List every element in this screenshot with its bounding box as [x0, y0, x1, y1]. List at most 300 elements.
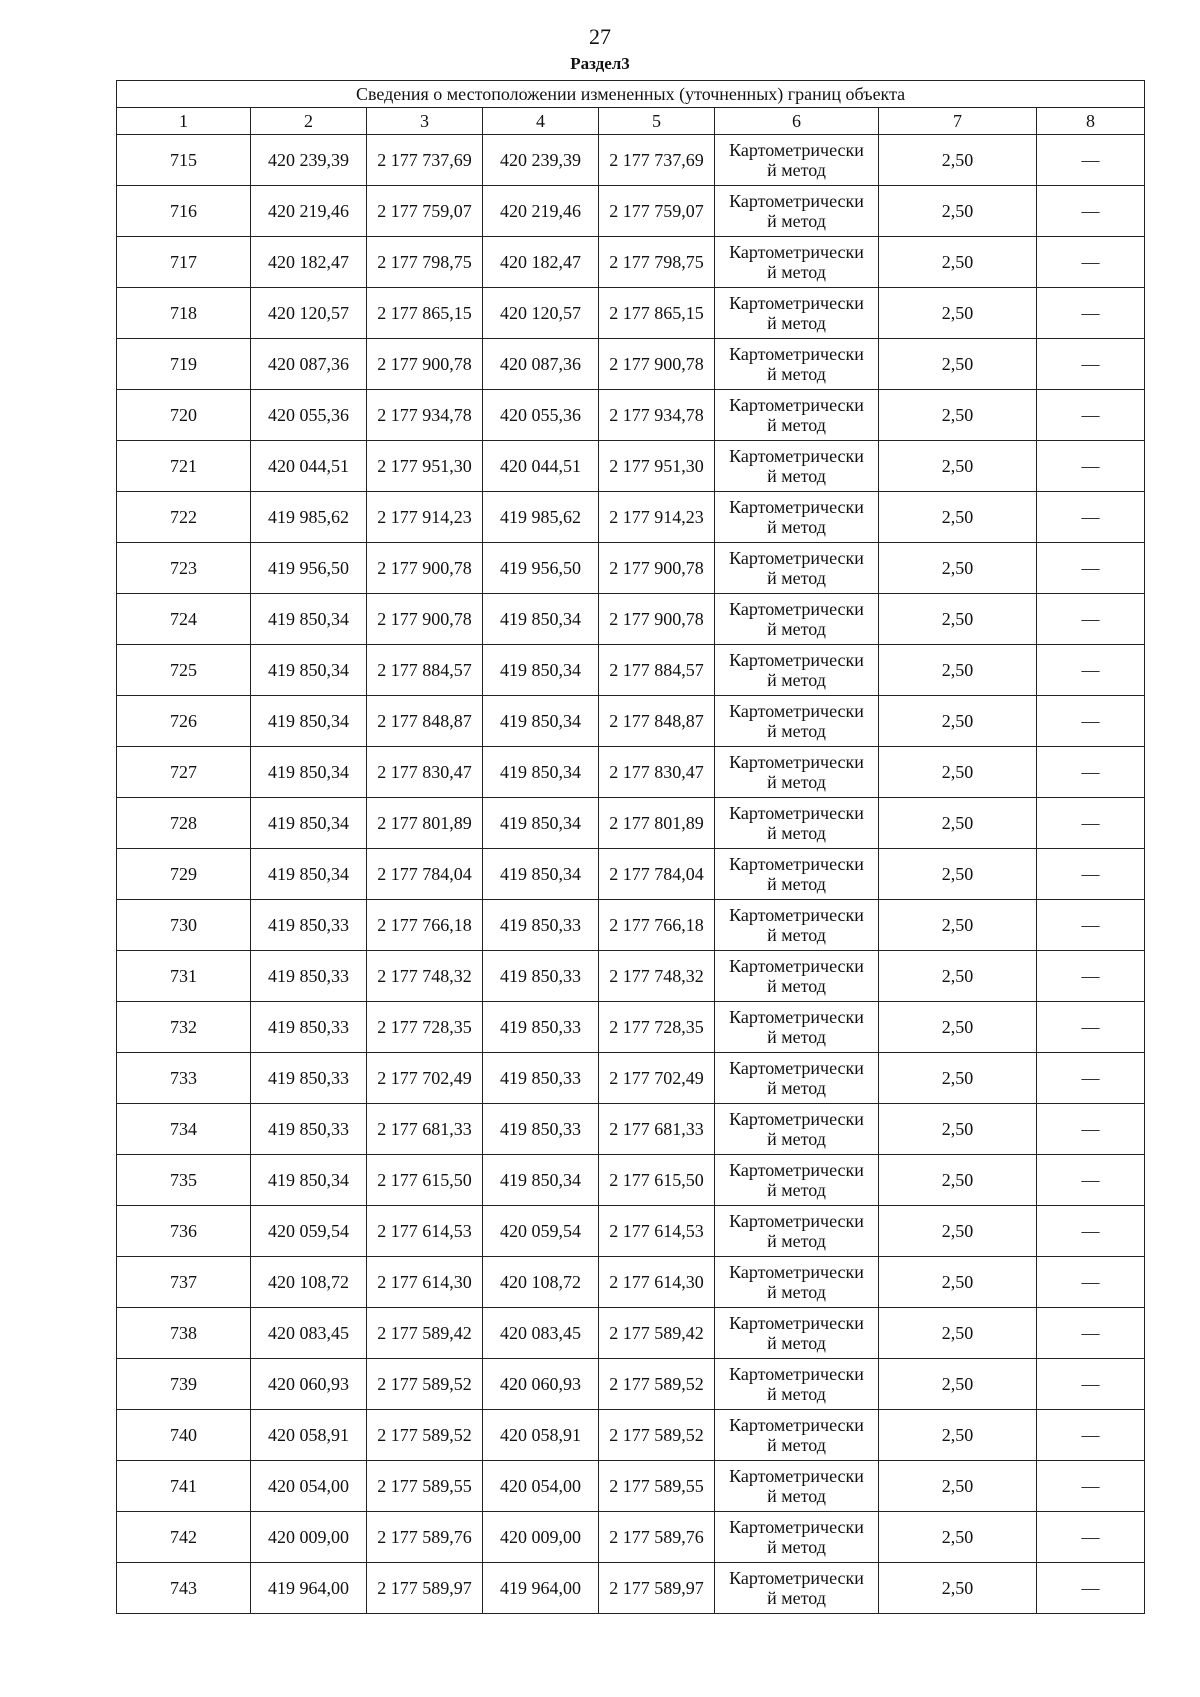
- y-refined-cell: 2 177 798,75: [599, 237, 715, 288]
- x-refined-cell: 419 850,33: [483, 1002, 599, 1053]
- table-body: [117, 135, 1145, 1614]
- point-number-cell: 739: [117, 1359, 251, 1410]
- y-existing-cell: 2 177 798,75: [367, 237, 483, 288]
- description-cell: —: [1037, 1257, 1145, 1308]
- method-cell: [715, 1410, 879, 1461]
- table-row: [117, 288, 1145, 339]
- accuracy-cell: 2,50: [879, 1257, 1037, 1308]
- method-line: й метод: [767, 823, 826, 843]
- table-row: [117, 900, 1145, 951]
- description-cell: —: [1037, 186, 1145, 237]
- accuracy-cell: 2,50: [879, 339, 1037, 390]
- description-cell: —: [1037, 798, 1145, 849]
- method-line: й метод: [767, 1333, 826, 1353]
- y-refined-cell: 2 177 801,89: [599, 798, 715, 849]
- x-existing-cell: 420 219,46: [251, 186, 367, 237]
- method-cell: [715, 951, 879, 1002]
- method-cell: [715, 237, 879, 288]
- x-existing-cell: 419 850,33: [251, 1104, 367, 1155]
- description-cell: —: [1037, 951, 1145, 1002]
- column-number: 3: [367, 108, 483, 135]
- x-refined-cell: 420 120,57: [483, 288, 599, 339]
- method-cell: [715, 288, 879, 339]
- method-line: Картометрически: [729, 140, 864, 160]
- column-number: 6: [715, 108, 879, 135]
- description-cell: —: [1037, 492, 1145, 543]
- point-number-cell: 723: [117, 543, 251, 594]
- y-existing-cell: 2 177 589,52: [367, 1410, 483, 1461]
- accuracy-cell: 2,50: [879, 543, 1037, 594]
- method-cell: [715, 798, 879, 849]
- description-cell: —: [1037, 339, 1145, 390]
- point-number-cell: 731: [117, 951, 251, 1002]
- point-number-cell: 728: [117, 798, 251, 849]
- y-existing-cell: 2 177 614,30: [367, 1257, 483, 1308]
- method-line: й метод: [767, 925, 826, 945]
- y-refined-cell: 2 177 900,78: [599, 594, 715, 645]
- table-row: [117, 747, 1145, 798]
- point-number-cell: 716: [117, 186, 251, 237]
- table-row: [117, 1104, 1145, 1155]
- description-cell: —: [1037, 1104, 1145, 1155]
- method-line: й метод: [767, 1027, 826, 1047]
- table-row: [117, 1002, 1145, 1053]
- method-line: й метод: [767, 976, 826, 996]
- x-existing-cell: 419 850,33: [251, 900, 367, 951]
- y-refined-cell: 2 177 702,49: [599, 1053, 715, 1104]
- y-existing-cell: 2 177 589,52: [367, 1359, 483, 1410]
- method-line: й метод: [767, 1435, 826, 1455]
- column-number: 1: [117, 108, 251, 135]
- y-existing-cell: 2 177 589,76: [367, 1512, 483, 1563]
- x-refined-cell: 419 850,34: [483, 645, 599, 696]
- method-line: Картометрически: [729, 599, 864, 619]
- description-cell: —: [1037, 441, 1145, 492]
- method-cell: [715, 849, 879, 900]
- method-line: Картометрически: [729, 1568, 864, 1588]
- y-refined-cell: 2 177 759,07: [599, 186, 715, 237]
- method-cell: [715, 1206, 879, 1257]
- table-row: [117, 492, 1145, 543]
- x-existing-cell: 420 009,00: [251, 1512, 367, 1563]
- method-line: й метод: [767, 517, 826, 537]
- y-existing-cell: 2 177 615,50: [367, 1155, 483, 1206]
- x-refined-cell: 420 044,51: [483, 441, 599, 492]
- x-refined-cell: 420 059,54: [483, 1206, 599, 1257]
- description-cell: —: [1037, 1359, 1145, 1410]
- method-line: Картометрически: [729, 1109, 864, 1129]
- method-line: й метод: [767, 619, 826, 639]
- method-cell: [715, 1053, 879, 1104]
- y-existing-cell: 2 177 865,15: [367, 288, 483, 339]
- y-existing-cell: 2 177 884,57: [367, 645, 483, 696]
- description-cell: —: [1037, 1512, 1145, 1563]
- x-refined-cell: 420 055,36: [483, 390, 599, 441]
- accuracy-cell: 2,50: [879, 135, 1037, 186]
- y-existing-cell: 2 177 589,97: [367, 1563, 483, 1614]
- method-cell: [715, 1155, 879, 1206]
- y-existing-cell: 2 177 848,87: [367, 696, 483, 747]
- method-line: Картометрически: [729, 1466, 864, 1486]
- method-line: й метод: [767, 415, 826, 435]
- x-refined-cell: 419 850,33: [483, 1053, 599, 1104]
- accuracy-cell: 2,50: [879, 237, 1037, 288]
- method-cell: [715, 492, 879, 543]
- y-existing-cell: 2 177 748,32: [367, 951, 483, 1002]
- y-refined-cell: 2 177 615,50: [599, 1155, 715, 1206]
- y-refined-cell: 2 177 589,97: [599, 1563, 715, 1614]
- table-row: [117, 1257, 1145, 1308]
- method-line: Картометрически: [729, 1160, 864, 1180]
- method-cell: [715, 543, 879, 594]
- method-line: Картометрически: [729, 1007, 864, 1027]
- x-refined-cell: 420 219,46: [483, 186, 599, 237]
- method-line: Картометрически: [729, 242, 864, 262]
- x-existing-cell: 419 850,33: [251, 951, 367, 1002]
- point-number-cell: 733: [117, 1053, 251, 1104]
- y-existing-cell: 2 177 589,42: [367, 1308, 483, 1359]
- method-line: й метод: [767, 1180, 826, 1200]
- section-title: Раздел3: [570, 54, 630, 73]
- y-refined-cell: 2 177 865,15: [599, 288, 715, 339]
- table-row: [117, 798, 1145, 849]
- x-existing-cell: 420 120,57: [251, 288, 367, 339]
- point-number-cell: 715: [117, 135, 251, 186]
- method-line: Картометрически: [729, 752, 864, 772]
- method-line: Картометрически: [729, 1313, 864, 1333]
- point-number-cell: 736: [117, 1206, 251, 1257]
- x-existing-cell: 419 964,00: [251, 1563, 367, 1614]
- accuracy-cell: 2,50: [879, 594, 1037, 645]
- y-existing-cell: 2 177 801,89: [367, 798, 483, 849]
- description-cell: —: [1037, 1002, 1145, 1053]
- description-cell: —: [1037, 1155, 1145, 1206]
- y-refined-cell: 2 177 681,33: [599, 1104, 715, 1155]
- description-cell: —: [1037, 594, 1145, 645]
- x-existing-cell: 420 058,91: [251, 1410, 367, 1461]
- method-line: й метод: [767, 1078, 826, 1098]
- description-cell: —: [1037, 747, 1145, 798]
- accuracy-cell: 2,50: [879, 798, 1037, 849]
- accuracy-cell: 2,50: [879, 390, 1037, 441]
- y-refined-cell: 2 177 914,23: [599, 492, 715, 543]
- description-cell: —: [1037, 900, 1145, 951]
- method-line: й метод: [767, 1231, 826, 1251]
- table-row: [117, 849, 1145, 900]
- method-line: Картометрически: [729, 293, 864, 313]
- table-row: [117, 186, 1145, 237]
- y-existing-cell: 2 177 589,55: [367, 1461, 483, 1512]
- point-number-cell: 719: [117, 339, 251, 390]
- y-refined-cell: 2 177 830,47: [599, 747, 715, 798]
- method-line: й метод: [767, 568, 826, 588]
- point-number-cell: 734: [117, 1104, 251, 1155]
- accuracy-cell: 2,50: [879, 1512, 1037, 1563]
- y-existing-cell: 2 177 728,35: [367, 1002, 483, 1053]
- method-line: Картометрически: [729, 1058, 864, 1078]
- accuracy-cell: 2,50: [879, 645, 1037, 696]
- y-refined-cell: 2 177 728,35: [599, 1002, 715, 1053]
- table-row: [117, 1512, 1145, 1563]
- method-line: Картометрически: [729, 650, 864, 670]
- method-line: Картометрически: [729, 548, 864, 568]
- point-number-cell: 740: [117, 1410, 251, 1461]
- accuracy-cell: 2,50: [879, 849, 1037, 900]
- y-refined-cell: 2 177 951,30: [599, 441, 715, 492]
- method-cell: [715, 135, 879, 186]
- x-refined-cell: 419 964,00: [483, 1563, 599, 1614]
- x-refined-cell: 420 054,00: [483, 1461, 599, 1512]
- method-line: й метод: [767, 313, 826, 333]
- table-caption: Сведения о местоположении измененных (уточненных) границ объекта: [117, 81, 1145, 108]
- x-refined-cell: 419 850,33: [483, 900, 599, 951]
- x-refined-cell: 419 850,33: [483, 1104, 599, 1155]
- table-row: [117, 696, 1145, 747]
- table-row: [117, 390, 1145, 441]
- method-line: й метод: [767, 1282, 826, 1302]
- x-refined-cell: 420 108,72: [483, 1257, 599, 1308]
- method-line: Картометрически: [729, 344, 864, 364]
- y-existing-cell: 2 177 614,53: [367, 1206, 483, 1257]
- y-existing-cell: 2 177 766,18: [367, 900, 483, 951]
- x-existing-cell: 419 985,62: [251, 492, 367, 543]
- point-number-cell: 730: [117, 900, 251, 951]
- method-line: й метод: [767, 772, 826, 792]
- y-refined-cell: 2 177 589,52: [599, 1410, 715, 1461]
- point-number-cell: 737: [117, 1257, 251, 1308]
- description-cell: —: [1037, 135, 1145, 186]
- table-row: [117, 1053, 1145, 1104]
- y-existing-cell: 2 177 759,07: [367, 186, 483, 237]
- point-number-cell: 721: [117, 441, 251, 492]
- method-line: й метод: [767, 466, 826, 486]
- method-cell: [715, 339, 879, 390]
- point-number-cell: 717: [117, 237, 251, 288]
- table-row: [117, 135, 1145, 186]
- table-caption-row: [117, 81, 1145, 108]
- x-existing-cell: 420 059,54: [251, 1206, 367, 1257]
- accuracy-cell: 2,50: [879, 1206, 1037, 1257]
- point-number-cell: 722: [117, 492, 251, 543]
- page-number: 27: [589, 24, 611, 49]
- table-row: [117, 339, 1145, 390]
- point-number-cell: 732: [117, 1002, 251, 1053]
- column-number: 8: [1037, 108, 1145, 135]
- x-existing-cell: 419 850,34: [251, 849, 367, 900]
- x-existing-cell: 420 055,36: [251, 390, 367, 441]
- x-refined-cell: 419 850,34: [483, 696, 599, 747]
- x-refined-cell: 419 850,34: [483, 747, 599, 798]
- column-number: 2: [251, 108, 367, 135]
- x-refined-cell: 419 850,33: [483, 951, 599, 1002]
- x-refined-cell: 419 850,34: [483, 798, 599, 849]
- y-refined-cell: 2 177 614,30: [599, 1257, 715, 1308]
- method-line: Картометрически: [729, 191, 864, 211]
- method-line: Картометрически: [729, 803, 864, 823]
- x-existing-cell: 419 956,50: [251, 543, 367, 594]
- x-refined-cell: 419 850,34: [483, 849, 599, 900]
- accuracy-cell: 2,50: [879, 951, 1037, 1002]
- method-cell: [715, 1308, 879, 1359]
- method-cell: [715, 1512, 879, 1563]
- method-line: Картометрически: [729, 854, 864, 874]
- point-number-cell: 743: [117, 1563, 251, 1614]
- accuracy-cell: 2,50: [879, 441, 1037, 492]
- accuracy-cell: 2,50: [879, 1104, 1037, 1155]
- method-cell: [715, 696, 879, 747]
- y-existing-cell: 2 177 900,78: [367, 543, 483, 594]
- y-refined-cell: 2 177 766,18: [599, 900, 715, 951]
- method-line: Картометрически: [729, 446, 864, 466]
- method-line: й метод: [767, 1588, 826, 1608]
- x-existing-cell: 419 850,34: [251, 798, 367, 849]
- x-existing-cell: 420 054,00: [251, 1461, 367, 1512]
- x-refined-cell: 419 850,34: [483, 1155, 599, 1206]
- method-cell: [715, 594, 879, 645]
- x-existing-cell: 420 087,36: [251, 339, 367, 390]
- method-line: й метод: [767, 1486, 826, 1506]
- method-line: Картометрически: [729, 1517, 864, 1537]
- method-cell: [715, 1359, 879, 1410]
- table-row: [117, 1308, 1145, 1359]
- method-line: й метод: [767, 1129, 826, 1149]
- method-line: й метод: [767, 160, 826, 180]
- description-cell: —: [1037, 1410, 1145, 1461]
- x-refined-cell: 420 087,36: [483, 339, 599, 390]
- method-line: Картометрически: [729, 956, 864, 976]
- accuracy-cell: 2,50: [879, 696, 1037, 747]
- description-cell: —: [1037, 288, 1145, 339]
- accuracy-cell: 2,50: [879, 900, 1037, 951]
- accuracy-cell: 2,50: [879, 1359, 1037, 1410]
- y-refined-cell: 2 177 589,42: [599, 1308, 715, 1359]
- x-refined-cell: 420 182,47: [483, 237, 599, 288]
- point-number-cell: 738: [117, 1308, 251, 1359]
- description-cell: —: [1037, 1053, 1145, 1104]
- description-cell: —: [1037, 696, 1145, 747]
- table-row: [117, 594, 1145, 645]
- description-cell: —: [1037, 849, 1145, 900]
- column-number: 7: [879, 108, 1037, 135]
- y-refined-cell: 2 177 900,78: [599, 339, 715, 390]
- x-refined-cell: 419 850,34: [483, 594, 599, 645]
- y-refined-cell: 2 177 589,76: [599, 1512, 715, 1563]
- method-line: й метод: [767, 670, 826, 690]
- point-number-cell: 729: [117, 849, 251, 900]
- table-row: [117, 1461, 1145, 1512]
- x-existing-cell: 419 850,34: [251, 594, 367, 645]
- method-cell: [715, 1002, 879, 1053]
- y-refined-cell: 2 177 900,78: [599, 543, 715, 594]
- method-line: Картометрически: [729, 1262, 864, 1282]
- column-number: 5: [599, 108, 715, 135]
- x-refined-cell: 420 239,39: [483, 135, 599, 186]
- point-number-cell: 742: [117, 1512, 251, 1563]
- method-line: й метод: [767, 211, 826, 231]
- table-row: [117, 237, 1145, 288]
- point-number-cell: 726: [117, 696, 251, 747]
- y-existing-cell: 2 177 702,49: [367, 1053, 483, 1104]
- method-cell: [715, 900, 879, 951]
- method-line: й метод: [767, 721, 826, 741]
- description-cell: —: [1037, 237, 1145, 288]
- x-refined-cell: 420 083,45: [483, 1308, 599, 1359]
- method-line: Картометрически: [729, 905, 864, 925]
- y-refined-cell: 2 177 884,57: [599, 645, 715, 696]
- description-cell: —: [1037, 1461, 1145, 1512]
- y-refined-cell: 2 177 589,52: [599, 1359, 715, 1410]
- x-refined-cell: 420 060,93: [483, 1359, 599, 1410]
- table-row: [117, 543, 1145, 594]
- method-line: й метод: [767, 874, 826, 894]
- method-cell: [715, 441, 879, 492]
- method-cell: [715, 747, 879, 798]
- x-refined-cell: 420 009,00: [483, 1512, 599, 1563]
- coordinates-table: [116, 80, 1145, 1614]
- method-cell: [715, 1563, 879, 1614]
- table-row: [117, 951, 1145, 1002]
- method-cell: [715, 1257, 879, 1308]
- column-number-row: [117, 108, 1145, 135]
- method-line: Картометрически: [729, 1211, 864, 1231]
- x-existing-cell: 420 182,47: [251, 237, 367, 288]
- description-cell: —: [1037, 543, 1145, 594]
- y-existing-cell: 2 177 737,69: [367, 135, 483, 186]
- y-existing-cell: 2 177 914,23: [367, 492, 483, 543]
- description-cell: —: [1037, 645, 1145, 696]
- y-refined-cell: 2 177 737,69: [599, 135, 715, 186]
- description-cell: —: [1037, 1563, 1145, 1614]
- y-existing-cell: 2 177 830,47: [367, 747, 483, 798]
- method-line: Картометрически: [729, 1364, 864, 1384]
- y-existing-cell: 2 177 951,30: [367, 441, 483, 492]
- method-line: й метод: [767, 1537, 826, 1557]
- accuracy-cell: 2,50: [879, 186, 1037, 237]
- point-number-cell: 725: [117, 645, 251, 696]
- method-line: Картометрически: [729, 1415, 864, 1435]
- x-existing-cell: 420 239,39: [251, 135, 367, 186]
- accuracy-cell: 2,50: [879, 1002, 1037, 1053]
- x-existing-cell: 419 850,34: [251, 1155, 367, 1206]
- method-cell: [715, 645, 879, 696]
- description-cell: —: [1037, 1206, 1145, 1257]
- method-cell: [715, 186, 879, 237]
- x-existing-cell: 419 850,34: [251, 747, 367, 798]
- table-row: [117, 1359, 1145, 1410]
- accuracy-cell: 2,50: [879, 288, 1037, 339]
- point-number-cell: 741: [117, 1461, 251, 1512]
- method-line: Картометрически: [729, 701, 864, 721]
- column-number: 4: [483, 108, 599, 135]
- y-existing-cell: 2 177 784,04: [367, 849, 483, 900]
- x-existing-cell: 420 044,51: [251, 441, 367, 492]
- x-existing-cell: 419 850,34: [251, 645, 367, 696]
- y-existing-cell: 2 177 934,78: [367, 390, 483, 441]
- y-refined-cell: 2 177 589,55: [599, 1461, 715, 1512]
- x-existing-cell: 419 850,33: [251, 1053, 367, 1104]
- point-number-cell: 727: [117, 747, 251, 798]
- point-number-cell: 718: [117, 288, 251, 339]
- x-existing-cell: 419 850,33: [251, 1002, 367, 1053]
- y-refined-cell: 2 177 784,04: [599, 849, 715, 900]
- point-number-cell: 720: [117, 390, 251, 441]
- method-line: й метод: [767, 262, 826, 282]
- x-existing-cell: 419 850,34: [251, 696, 367, 747]
- point-number-cell: 735: [117, 1155, 251, 1206]
- table-row: [117, 1155, 1145, 1206]
- x-refined-cell: 420 058,91: [483, 1410, 599, 1461]
- method-cell: [715, 1461, 879, 1512]
